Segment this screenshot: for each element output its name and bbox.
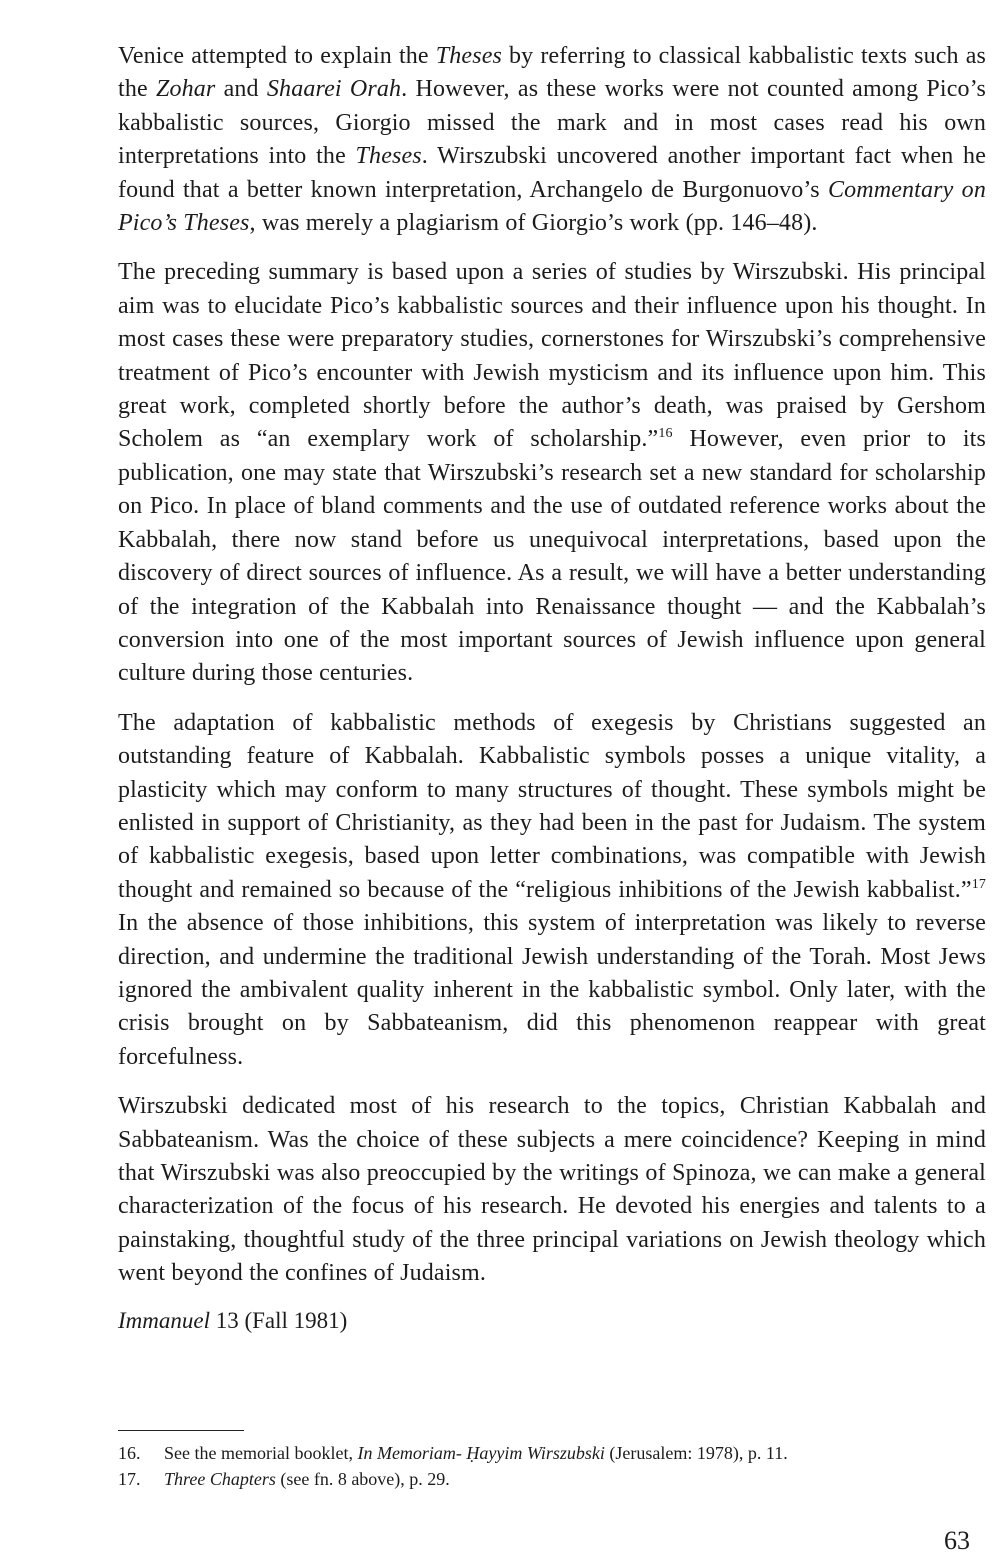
italic-title: In Memoriam- Ḥayyim Wirszubski: [357, 1443, 605, 1463]
text-run: (see fn. 8 above), p. 29.: [275, 1469, 450, 1489]
italic-title: Theses: [355, 143, 422, 170]
footnote: [118, 1440, 978, 1466]
text-run: Wirszubski dedicated most of his research to the topics, Christian Kabbalah and Sabbateanism. Was the choice of these subjects a mere coincidence? Keeping in mind that Wirszubski was also preoccupied by the writings of Spinoza, we can make a general characterization of the focus of his research. He devoted his energies and talents to a painstaking, thoughtful study of the three principal variations on Jewish theology which went beyond the confines of Judaism.: [118, 1093, 986, 1287]
footnote-ref: 17: [971, 876, 986, 892]
page-number: 63: [944, 1526, 970, 1555]
footnote-number: 17.: [118, 1469, 141, 1489]
italic-title: Zohar: [155, 76, 216, 103]
italic-title: Shaarei Orah: [266, 76, 402, 103]
footnote: [118, 1466, 978, 1492]
text-run: by referring to classical kabbalistic texts such as the: [118, 43, 986, 103]
text-run: (Jerusalem: 1978), p. 11.: [604, 1443, 788, 1463]
text-run: and: [215, 76, 267, 103]
text-run: However, even prior to its publication, one may state that Wirszubski’s research set a new standard for scholarship on Pico. In place of bland comments and the use of outdated reference works about the Kabbalah, there now stand before us unequivocal interpretations, based upon the discovery of direct sources of influence. As a result, we will have a better understanding of the integration of the Kabbalah into Renaissance thought — and the Kabbalah’s conversion into one of the most important sources of Jewish influence upon general culture during those centuries.: [118, 426, 986, 687]
text-run: In the absence of those inhibitions, this system of interpretation was likely to reverse direction, and undermine the traditional Jewish understanding of the Torah. Most Jews ignored the ambivalent quality inherent in the kabbalistic symbol. Only later, with the crisis brought on by Sabbateanism, did this phenomenon reappear with great forcefulness.: [118, 910, 986, 1070]
text-run: , was merely a plagiarism of Giorgio’s work (pp. 146–48).: [249, 210, 818, 237]
paragraph-3: [118, 707, 986, 1074]
issue-info: 13 (Fall 1981): [209, 1307, 348, 1333]
footnote-divider: [118, 1430, 244, 1431]
footnotes: [118, 1440, 978, 1492]
footnote-text: [164, 1466, 450, 1492]
italic-title: Theses: [435, 43, 502, 69]
page-body: [118, 40, 986, 1337]
italic-title: Three Chapters: [164, 1469, 276, 1489]
text-run: See the memorial booklet,: [164, 1443, 358, 1463]
source-citation: [118, 1305, 986, 1337]
text-run: . However, as these works were not counted among Pico’s kabbalistic sources, Giorgio missed the mark and in most cases read his own interpretations into the: [118, 76, 987, 170]
text-run: . Wirszubski uncovered another important fact when he found that a better known interpretation, Archangelo de Burgonuovo’s: [118, 143, 987, 203]
text-run: Venice attempted to explain the: [118, 43, 436, 69]
journal-name: Immanuel: [118, 1307, 210, 1333]
footnote-ref: 16: [658, 426, 673, 442]
paragraph-2: [118, 256, 986, 690]
footnote-text: [164, 1440, 788, 1466]
footnote-number: 16.: [118, 1443, 141, 1463]
paragraph-1: [118, 40, 986, 240]
text-run: The preceding summary is based upon a series of studies by Wirszubski. His principal aim was to elucidate Pico’s kabbalistic sources and their influence upon his thought. In most cases these were preparatory studies, cornerstones for Wirszubski’s comprehensive treatment of Pico’s encounter with Jewish mysticism and its influence upon him. This great work, completed shortly before the author’s death, was praised by Gershom Scholem as “an exemplary work of scholarship.”: [118, 259, 986, 453]
italic-title: Commentary on Pico’s Theses: [118, 176, 986, 237]
paragraph-4: [118, 1090, 986, 1290]
text-run: The adaptation of kabbalistic methods of exegesis by Christians suggested an outstanding feature of Kabbalah. Kabbalistic symbols posses a unique vitality, a plasticity which may conform to many structures of thought. These symbols might be enlisted in support of Christianity, as they had been in the past for Judaism. The system of kabbalistic exegesis, based upon letter combinations, was compatible with Jewish thought and remained so because of the “religious inhibitions of the Jewish kabbalist.”: [118, 709, 986, 903]
